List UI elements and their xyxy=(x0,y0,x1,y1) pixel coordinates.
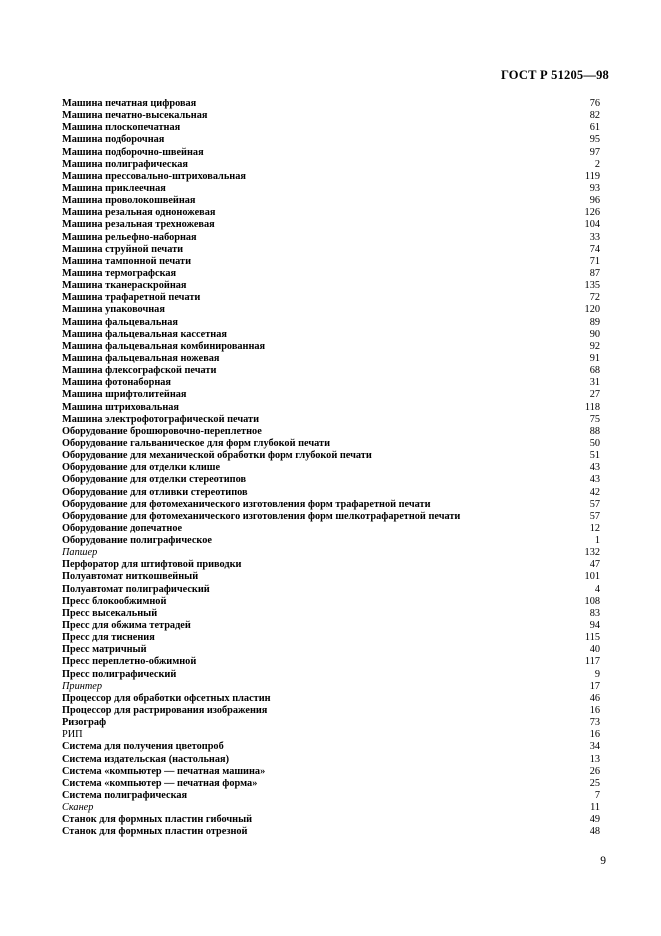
index-term: Пресс для тиснения xyxy=(62,632,155,644)
index-entry xyxy=(62,134,600,146)
index-entry xyxy=(62,389,600,401)
index-entry xyxy=(62,547,600,559)
index-entry xyxy=(62,377,600,389)
index-page-ref: 87 xyxy=(589,267,600,279)
index-term: Станок для формных пластин гибочный xyxy=(62,814,253,826)
index-entry xyxy=(62,438,600,450)
index-entry xyxy=(62,304,600,316)
index-term: Машина трафаретной печати xyxy=(62,292,201,304)
index-entry xyxy=(62,766,600,778)
index-term: Машина рельефно-наборная xyxy=(62,231,197,243)
index-entry xyxy=(62,195,600,207)
index-entry xyxy=(62,414,600,426)
index-page-ref: 43 xyxy=(589,474,600,486)
index-entry xyxy=(62,280,600,292)
index-page-ref: 90 xyxy=(589,328,600,340)
index-entry xyxy=(62,584,600,596)
index-term: Машина тампонной печати xyxy=(62,255,192,267)
index-entry xyxy=(62,729,600,741)
index-page-ref: 95 xyxy=(589,134,600,146)
index-entry xyxy=(62,608,600,620)
index-page-ref: 57 xyxy=(589,510,600,522)
index-entry xyxy=(62,669,600,681)
index-term: Машина тканераскройная xyxy=(62,280,187,292)
index-term: Оборудование для механической обработки форм глубокой печати xyxy=(62,450,372,462)
index-entry xyxy=(62,487,600,499)
index-term: Машина резальная трехножевая xyxy=(62,219,215,231)
index-page-ref: 74 xyxy=(589,243,600,255)
index-entry xyxy=(62,292,600,304)
index-term: Машина фальцевальная комбинированная xyxy=(62,340,266,352)
index-entry xyxy=(62,183,600,195)
index-entry xyxy=(62,341,600,353)
index-term: Перфоратор для штифтовой приводки xyxy=(62,559,242,571)
index-entry xyxy=(62,826,600,838)
index-term: Сканер xyxy=(62,802,94,814)
index-term: Полуавтомат ниткошвейный xyxy=(62,571,199,583)
index-page-ref: 108 xyxy=(584,595,600,607)
index-page-ref: 43 xyxy=(589,462,600,474)
index-term: Оборудование для отделки стереотипов xyxy=(62,474,247,486)
index-page-ref: 7 xyxy=(594,790,600,802)
index-page-ref: 73 xyxy=(589,717,600,729)
index-term: Машина проволокошвейная xyxy=(62,195,196,207)
index-entry xyxy=(62,256,600,268)
index-term: Оборудование гальваническое для форм глубокой печати xyxy=(62,437,330,449)
index-page-ref: 96 xyxy=(589,195,600,207)
index-page-ref: 89 xyxy=(589,316,600,328)
index-page-ref: 83 xyxy=(589,607,600,619)
index-entry xyxy=(62,462,600,474)
index-page-ref: 33 xyxy=(589,231,600,243)
index-term: Полуавтомат полиграфический xyxy=(62,583,210,595)
index-term: Система для получения цветопроб xyxy=(62,741,224,753)
index-page-ref: 91 xyxy=(589,352,600,364)
index-term: Машина печатно-высекальная xyxy=(62,110,208,122)
index-term: Машина струйной печати xyxy=(62,243,184,255)
index-page-ref: 117 xyxy=(584,656,600,668)
index-page-ref: 51 xyxy=(589,450,600,462)
index-entry xyxy=(62,535,600,547)
index-term: Машина фальцевальная кассетная xyxy=(62,328,227,340)
index-page-ref: 25 xyxy=(589,777,600,789)
index-page-ref: 4 xyxy=(594,583,600,595)
index-list xyxy=(62,98,600,839)
index-entry xyxy=(62,644,600,656)
index-entry xyxy=(62,656,600,668)
index-page-ref: 120 xyxy=(584,304,600,316)
index-page-ref: 11 xyxy=(590,802,600,814)
index-entry xyxy=(62,571,600,583)
index-page-ref: 76 xyxy=(589,98,600,109)
index-entry xyxy=(62,317,600,329)
index-term: Принтер xyxy=(62,680,102,692)
index-entry xyxy=(62,705,600,717)
index-entry xyxy=(62,620,600,632)
index-page-ref: 135 xyxy=(584,280,600,292)
index-page-ref: 93 xyxy=(589,182,600,194)
index-entry xyxy=(62,244,600,256)
index-page-ref: 71 xyxy=(589,255,600,267)
index-term: Станок для формных пластин отрезной xyxy=(62,826,248,838)
index-entry xyxy=(62,741,600,753)
index-term: Машина фотонаборная xyxy=(62,377,171,389)
index-page-ref: 72 xyxy=(589,292,600,304)
index-page-ref: 40 xyxy=(589,644,600,656)
index-entry xyxy=(62,147,600,159)
index-entry xyxy=(62,511,600,523)
index-page-ref: 82 xyxy=(589,110,600,122)
index-page-ref: 12 xyxy=(589,522,600,534)
index-entry xyxy=(62,450,600,462)
index-entry xyxy=(62,171,600,183)
index-term: Оборудование допечатное xyxy=(62,522,183,534)
index-term: Пресс высекальный xyxy=(62,607,158,619)
index-term: Пресс блокообжимной xyxy=(62,595,167,607)
index-entry xyxy=(62,499,600,511)
index-page-ref: 17 xyxy=(589,680,600,692)
index-term: Машина резальная одноножевая xyxy=(62,207,216,219)
index-term: Оборудование полиграфическое xyxy=(62,535,212,547)
index-term: Пресс полиграфический xyxy=(62,668,177,680)
index-term: Оборудование для отливки стереотипов xyxy=(62,486,248,498)
index-term: Система «компьютер — печатная машина» xyxy=(62,765,266,777)
index-term: Пресс переплетно-обжимной xyxy=(62,656,197,668)
index-page-ref: 9 xyxy=(594,668,600,680)
page-number: 9 xyxy=(600,855,606,867)
index-page-ref: 47 xyxy=(589,559,600,571)
index-page-ref: 68 xyxy=(589,365,600,377)
index-term: Процессор для растрирования изображения xyxy=(62,705,268,717)
index-term: Машина флексографской печати xyxy=(62,365,217,377)
index-page-ref: 132 xyxy=(584,547,600,559)
index-term: Машина подборочная xyxy=(62,134,165,146)
index-term: Машина подборочно-швейная xyxy=(62,146,204,158)
index-page-ref: 13 xyxy=(589,753,600,765)
index-term: Машина печатная цифровая xyxy=(62,98,197,109)
index-page-ref: 16 xyxy=(589,729,600,741)
index-page-ref: 1 xyxy=(594,535,600,547)
index-entry xyxy=(62,693,600,705)
index-entry xyxy=(62,632,600,644)
document-code: ГОСТ Р 51205—98 xyxy=(500,68,609,82)
index-entry xyxy=(62,523,600,535)
index-entry xyxy=(62,681,600,693)
index-term: Машина приклеечная xyxy=(62,182,166,194)
index-entry xyxy=(62,365,600,377)
index-page-ref: 34 xyxy=(589,741,600,753)
index-page-ref: 126 xyxy=(584,207,600,219)
index-entry xyxy=(62,353,600,365)
index-page-ref: 2 xyxy=(594,158,600,170)
index-page-ref: 75 xyxy=(589,413,600,425)
index-term: Машина упаковочная xyxy=(62,304,165,316)
index-page-ref: 48 xyxy=(589,826,600,838)
index-entry xyxy=(62,268,600,280)
index-term: Пресс для обжима тетрадей xyxy=(62,620,191,632)
index-page-ref: 50 xyxy=(589,437,600,449)
index-term: Система издательская (настольная) xyxy=(62,753,230,765)
index-page-ref: 61 xyxy=(589,122,600,134)
index-term: Машина шрифтолитейная xyxy=(62,389,187,401)
index-entry xyxy=(62,596,600,608)
index-term: Машина штриховальная xyxy=(62,401,180,413)
index-term: Система «компьютер — печатная форма» xyxy=(62,777,258,789)
index-term: Оборудование брошюровочно-переплетное xyxy=(62,425,262,437)
index-page-ref: 49 xyxy=(589,814,600,826)
index-page-ref: 101 xyxy=(584,571,600,583)
index-term: Пресс матричный xyxy=(62,644,147,656)
index-term: Ризограф xyxy=(62,717,107,729)
index-entry xyxy=(62,402,600,414)
index-entry xyxy=(62,232,600,244)
index-entry xyxy=(62,754,600,766)
index-term: Машина термографская xyxy=(62,267,177,279)
index-entry xyxy=(62,814,600,826)
index-term: Машина полиграфическая xyxy=(62,158,188,170)
index-entry xyxy=(62,219,600,231)
index-term: Машина фальцевальная xyxy=(62,316,178,328)
index-page-ref: 94 xyxy=(589,620,600,632)
index-term: Процессор для обработки офсетных пластин xyxy=(62,692,271,704)
index-entry xyxy=(62,207,600,219)
index-page-ref: 26 xyxy=(589,765,600,777)
index-term: Оборудование для фотомеханического изготовления форм шелкотрафаретной печати xyxy=(62,510,461,522)
index-page-ref: 88 xyxy=(589,425,600,437)
index-page-ref: 92 xyxy=(589,340,600,352)
index-term: Система полиграфическая xyxy=(62,790,188,802)
index-term: Оборудование для отделки клише xyxy=(62,462,221,474)
index-term: Машина электрофотографической печати xyxy=(62,413,260,425)
index-page-ref: 42 xyxy=(589,486,600,498)
index-term: Машина фальцевальная ножевая xyxy=(62,352,220,364)
index-term: Машина прессовально-штриховальная xyxy=(62,170,246,182)
index-page-ref: 31 xyxy=(589,377,600,389)
index-term: Папшер xyxy=(62,547,98,559)
index-entry xyxy=(62,778,600,790)
index-page-ref: 57 xyxy=(589,498,600,510)
index-entry xyxy=(62,98,600,110)
index-page-ref: 118 xyxy=(584,401,600,413)
index-page-ref: 115 xyxy=(584,632,600,644)
index-entry xyxy=(62,426,600,438)
index-page-ref: 97 xyxy=(589,146,600,158)
index-term: Оборудование для фотомеханического изготовления форм трафаретной печати xyxy=(62,498,431,510)
index-entry xyxy=(62,159,600,171)
index-page-ref: 46 xyxy=(589,692,600,704)
index-page-ref: 16 xyxy=(589,705,600,717)
index-entry xyxy=(62,474,600,486)
index-entry xyxy=(62,790,600,802)
index-entry xyxy=(62,802,600,814)
index-term: РИП xyxy=(62,729,83,741)
index-page-ref: 104 xyxy=(584,219,600,231)
index-entry xyxy=(62,717,600,729)
index-page-ref: 119 xyxy=(584,170,600,182)
index-entry xyxy=(62,329,600,341)
index-entry xyxy=(62,122,600,134)
index-page-ref: 27 xyxy=(589,389,600,401)
index-term: Машина плоскопечатная xyxy=(62,122,181,134)
index-entry xyxy=(62,559,600,571)
index-entry xyxy=(62,110,600,122)
